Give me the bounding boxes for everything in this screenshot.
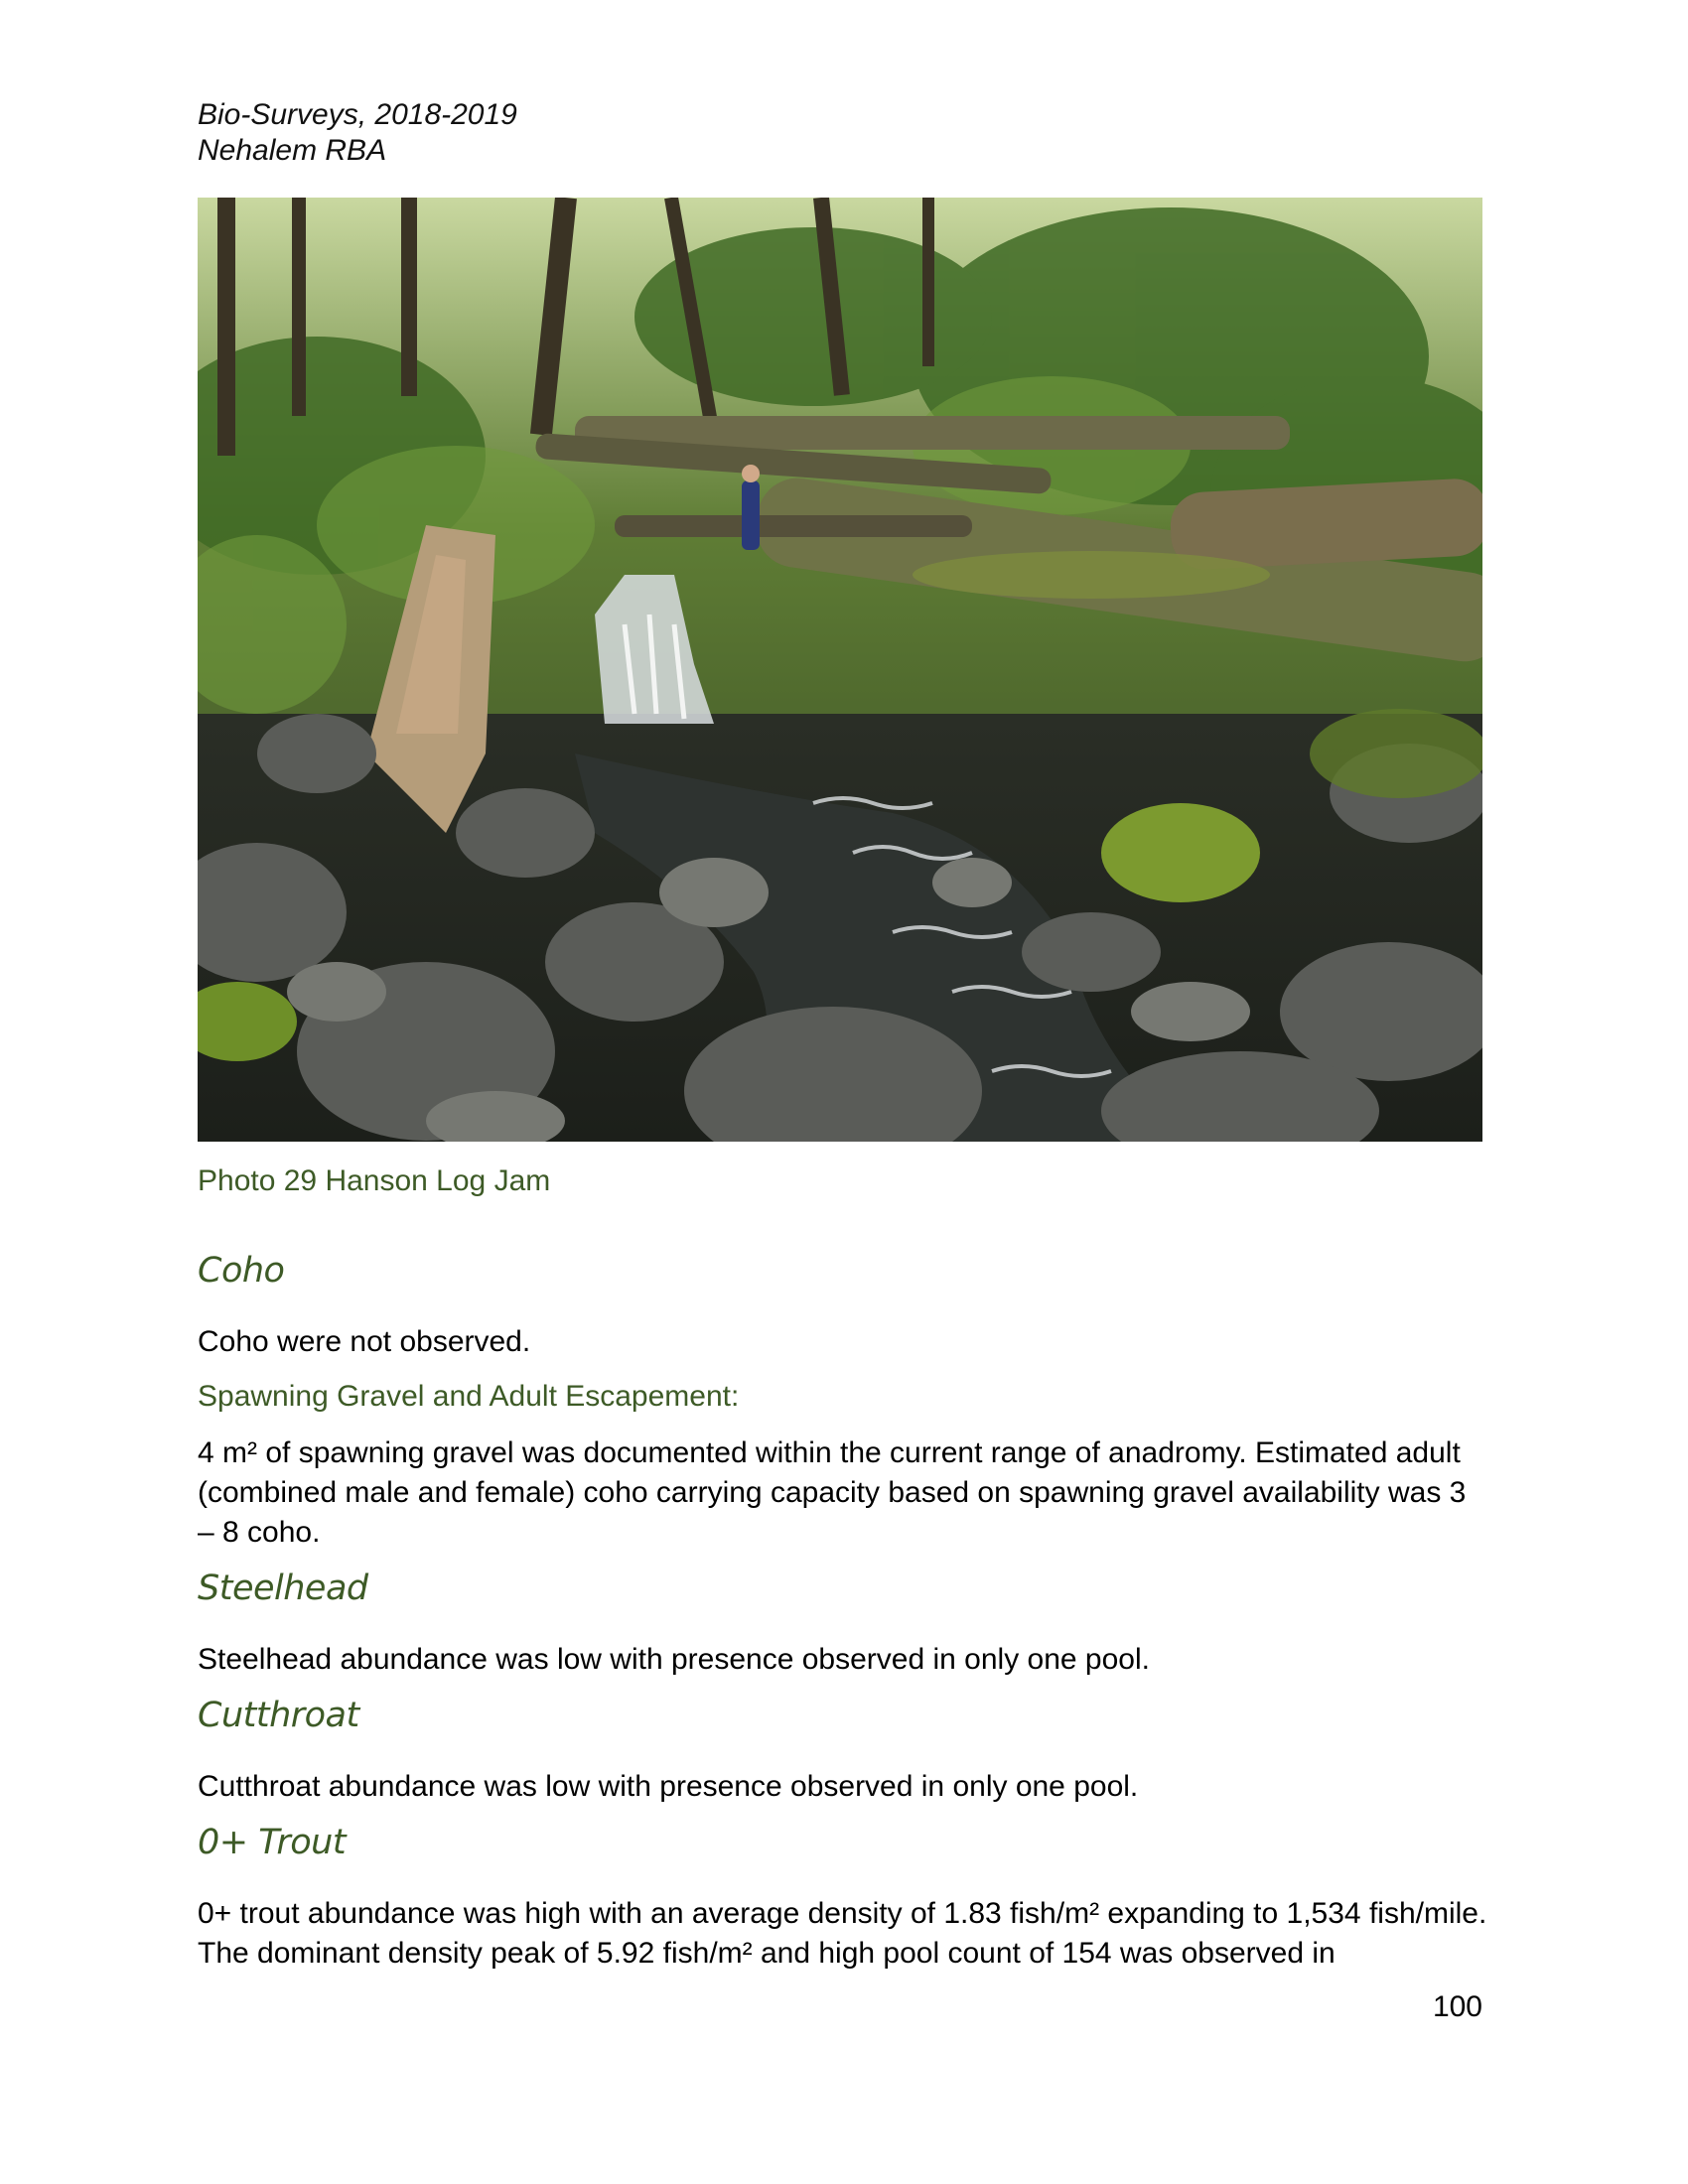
- coho-observation-text: Coho were not observed.: [198, 1325, 531, 1358]
- spawning-gravel-subheading: Spawning Gravel and Adult Escapement:: [198, 1380, 740, 1413]
- page-number: 100: [1432, 1990, 1482, 2023]
- steelhead-text: Steelhead abundance was low with presence observed in only one pool.: [198, 1643, 1150, 1676]
- log-jam-photo: [198, 198, 1482, 1142]
- section-heading-steelhead: Steelhead: [198, 1569, 368, 1608]
- spawning-gravel-text: 4 m² of spawning gravel was documented within the current range of anadromy. Estimated adult (combined male and female) coho carrying capacity based on spawning gravel availability was 3 – 8 coho.: [198, 1436, 1467, 1549]
- section-heading-coho: Coho: [198, 1251, 285, 1291]
- header-report-title: Bio-Surveys, 2018-2019: [198, 98, 517, 131]
- photo-caption: Photo 29 Hanson Log Jam: [198, 1164, 551, 1197]
- page-header: [198, 97, 517, 169]
- trout-text: 0+ trout abundance was high with an average density of 1.83 fish/m² expanding to 1,534 fish/mile. The dominant density peak of 5.92 fish/m² and high pool count of 154 was observed in: [198, 1897, 1487, 1970]
- header-basin-name: Nehalem RBA: [198, 134, 387, 167]
- log-jam-photo-illustration: [198, 198, 1482, 1142]
- section-heading-cutthroat: Cutthroat: [198, 1696, 359, 1735]
- section-heading-trout: 0+ Trout: [198, 1823, 347, 1862]
- cutthroat-text: Cutthroat abundance was low with presence observed in only one pool.: [198, 1770, 1139, 1803]
